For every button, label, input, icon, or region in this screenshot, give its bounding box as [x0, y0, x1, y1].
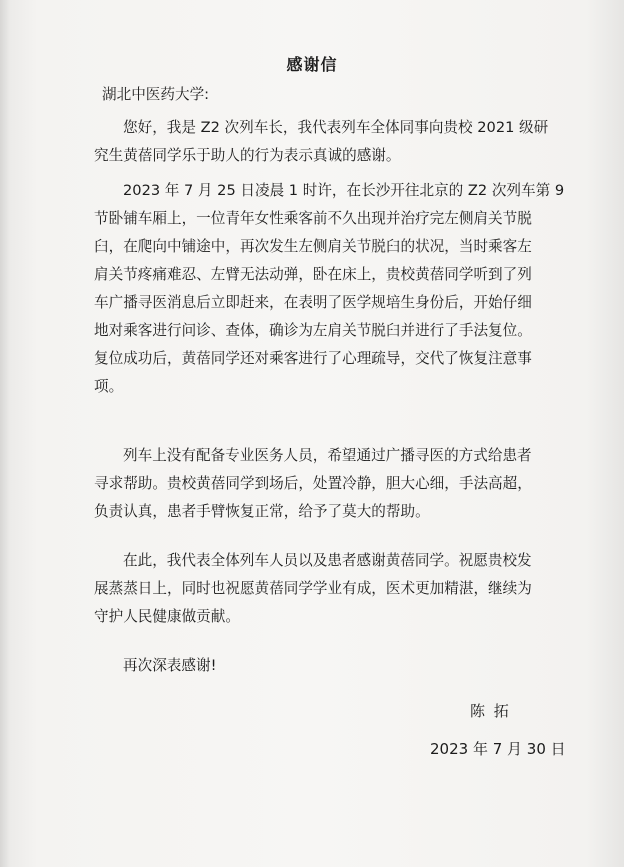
paragraph-line: 项。 — [94, 378, 124, 395]
paragraph-line: 车广播寻医消息后立即赶来，在表明了医学规培生身份后，开始仔细 — [94, 294, 532, 311]
signature-date: 2023 年 7 月 30 日 — [430, 740, 566, 758]
letter-title: 感谢信 — [286, 55, 338, 74]
signature-name: 陈 拓 — [470, 702, 511, 720]
paragraph-line: 在此，我代表全体列车人员以及患者感谢黄蓓同学。祝愿贵校发 — [123, 552, 532, 569]
paragraph-closing — [94, 652, 564, 680]
paragraph-line: 再次深表感谢! — [123, 657, 217, 674]
page-edge-shadow — [0, 0, 10, 867]
paragraph-line: 列车上没有配备专业医务人员，希望通过广播寻医的方式给患者 — [123, 447, 532, 464]
paragraph-line: 节卧铺车厢上，一位青年女性乘客前不久出现并治疗完左侧肩关节脱 — [94, 210, 532, 227]
paragraph-line: 2023 年 7 月 25 日凌晨 1 时许，在长沙开往北京的 Z2 次列车第 9 — [123, 182, 565, 199]
paragraph-line: 寻求帮助。贵校黄蓓同学到场后，处置冷静，胆大心细，手法高超， — [94, 475, 532, 492]
paragraph-help — [94, 442, 564, 526]
paragraph-line: 臼，在爬向中铺途中，再次发生左侧肩关节脱臼的状况，当时乘客左 — [94, 238, 532, 255]
paragraph-line: 复位成功后，黄蓓同学还对乘客进行了心理疏导，交代了恢复注意事 — [94, 350, 532, 367]
paragraph-line: 究生黄蓓同学乐于助人的行为表示真诚的感谢。 — [94, 147, 401, 164]
salutation: 湖北中医药大学: — [102, 86, 210, 103]
paragraph-line: 守护人民健康做贡献。 — [94, 608, 240, 625]
paragraph-line: 负责认真，患者手臂恢复正常，给予了莫大的帮助。 — [94, 503, 430, 520]
paragraph-thanks — [94, 547, 564, 631]
paragraph-line: 肩关节疼痛难忍、左臂无法动弹，卧在床上，贵校黄蓓同学听到了列 — [94, 266, 532, 283]
paragraph-intro — [94, 114, 564, 170]
paragraph-line: 地对乘客进行问诊、查体，确诊为左肩关节脱臼并进行了手法复位。 — [94, 322, 532, 339]
paragraph-incident — [94, 177, 564, 401]
paragraph-line: 您好，我是 Z2 次列车长，我代表列车全体同事向贵校 2021 级研 — [123, 119, 549, 136]
paragraph-line: 展蒸蒸日上，同时也祝愿黄蓓同学学业有成，医术更加精湛，继续为 — [94, 580, 532, 597]
